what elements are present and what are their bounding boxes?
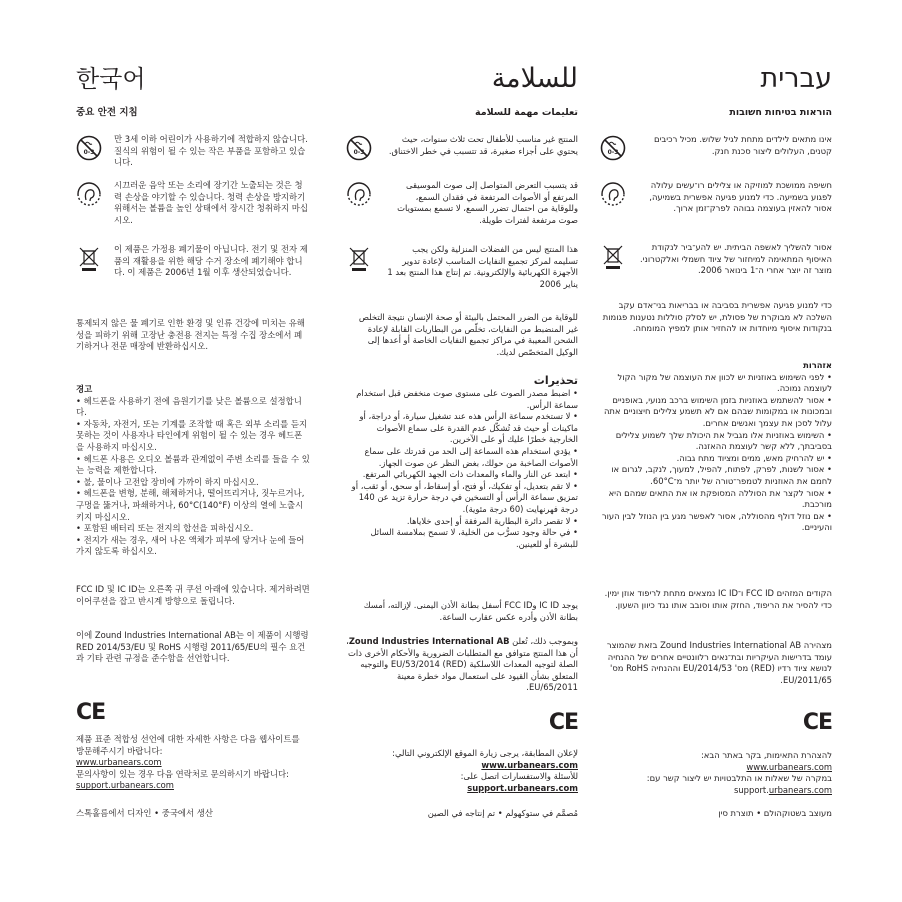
declaration-paragraph: وبموجب ذلك، تُعلن Zound Industries International AB، أن هذا المنتج متوافق مع المتطلبات الضرورية والأحكام الأخرى ذات الصلة لتوجيه المعدات اللاسلكية (RED) EU/53/2014 والتوجيه المتعلق بشأن القيود على استعمال مواد خطرة معينة EU/65/2011. [346, 636, 578, 693]
caution-item: • 헤드폰 사용은 오디오 볼륨과 관계없이 주변 소리를 들을 수 있는 능력을 제한합니다. [76, 453, 310, 476]
contact-section [600, 750, 832, 796]
caution-item: • 헤드폰을 변형, 분해, 해체하거나, 떨어뜨리거나, 짓누르거나, 구멍을 뚫거나, 파쇄하거나, 60°C(140°F) 이상의 열에 노출시키지 마십시오. [76, 488, 305, 522]
warning-text: 시끄러운 음악 또는 소리에 장기간 노출되는 것은 청력 손상을 야기할 수 있습니다. 청력 손상을 방지하기 위해서는 볼륨을 높인 상태에서 장시간 청취하지 마십시오. [114, 180, 308, 225]
caution-item: • 포함된 배터리 또는 전지의 합선을 피하십시오. [76, 523, 254, 534]
ce-mark-icon: CE [802, 710, 832, 735]
caution-item: • اضبط مصدر الصوت على مستوى صوت منخفض قبل استخدام سماعة الرأس. [356, 388, 578, 410]
origin-line: 스톡홀름에서 디자인 • 중국에서 생산 [76, 808, 213, 818]
ce-mark-icon: CE [548, 710, 578, 735]
caution-item: • 불, 물이나 고전압 장비에 가까이 하지 마십시오. [76, 476, 259, 487]
caution-item: • لا تستخدم سماعة الرأس هذه عند تشغيل سيارة، أو دراجة، أو ماكينات أو حيث قد تُشكّل عدم القدرة على سماع الأصوات الخارجية خطرًا عليك أو على الآخرين. [359, 411, 578, 445]
support-link[interactable]: support.urbanears.com [76, 780, 174, 791]
language-title: للسلامة [491, 63, 578, 94]
svg-text:0-3: 0-3 [607, 149, 619, 156]
ear-hearing-icon [600, 180, 626, 208]
origin-line: مُصمَّم في ستوكهولم • تم إنتاجه في الصين [427, 808, 578, 818]
caution-item: • يؤدي استخدام هذه السماعة إلى الحد من قدرتك على سماع الأصوات الصاخبة من حولك، بغض النظر عن صوت الجهاز. [364, 445, 578, 468]
caution-item: • אם נוזל דולף מהסוללה, אסור לאפשר מגע בין הנוזל לבין העור והעיניים. [601, 510, 832, 533]
caution-item: • 헤드폰을 사용하기 전에 음원기기를 낮은 볼륨으로 설정합니다. [76, 395, 302, 418]
disposal-paragraph: للوقاية من الضرر المحتمل بالبيئة أو صحة الإنسان نتيجة التخلص غير المنضبط من النفايات، تخلّص من البطاريات القابلة لإعادة الشحن المعيبة في مراكز تجميع النفايات الخاصة أو أعدها إلى الوكيل المتخصّص لديك. [358, 312, 578, 357]
declaration-paragraph: מצהירה Zound Industries International AB בזאת שהמוצר עומד בדרישות העיקריות ובת־נאים רלוונטיים אחרים של ההנחיה לנושא ציוד רדיו (RED) מס' EU/2014/53 וההנחיה RoHS מס' EU/2011/65. [606, 640, 832, 685]
ear-hearing-icon [346, 180, 372, 208]
caution-item: • 자동차, 자전거, 또는 기계를 조작할 때 혹은 외부 소리를 듣지 못하는 것이 사용자나 타인에게 위험이 될 수 있는 경우 헤드폰을 사용하지 마십시오. [76, 418, 308, 452]
warning-text: المنتج غير مناسب للأطفال تحت ثلاث سنوات، حيث يحتوي على أجزاء صغيرة، قد تتسبب في خطر الاختناق. [388, 134, 578, 156]
caution-item: • אסור להשתמש באוזניות בזמן השימוש ברכב מנועי, באופניים ובמכונות או במקומות שבהם אם לא תשמע צלילים חיצוניים אתה עלול לסכן את עצמך ואנשים אחרים. [603, 394, 832, 428]
caution-item: • لا تقم بتعديل، أو تفكيك، أو فتح، أو إسقاط، أو سحق، أو ثقب، أو تمزيق سماعة الرأس أو التسخين في درجة حرارة تزيد عن 140 درجة فهرنهايت (60 درجة مئوية). [351, 480, 578, 514]
safety-subtitle: تعليمات مهمة للسلامة [474, 107, 578, 118]
ce-mark-icon: CE [76, 700, 106, 725]
support-link[interactable]: urbanears.com [768, 784, 832, 795]
caution-section [600, 360, 832, 534]
safety-subtitle: הוראות בטיחות חשובות [729, 107, 832, 118]
hebrew-column [600, 0, 832, 902]
caution-section [76, 384, 310, 558]
warning-text: هذا المنتج ليس من الفضلات المنزلية ولكن يجب تسليمه لمركز تجميع النفايات المناسب لإعادة تدوير الأجهزة الكهربائية والإلكترونية. تم إنتاج هذا المنتج بعد 1 يناير 2006 [387, 244, 578, 289]
ear-hearing-icon [76, 180, 102, 208]
caution-item: • יש להרחיק מאש, ממים ומציוד מתח גבוה. [676, 452, 832, 463]
svg-text:0-3: 0-3 [353, 149, 365, 156]
caution-item: • لا تقصر دائرة البطارية المرفقة أو إحدى خلاياها. [406, 515, 578, 526]
caution-item: • השימוש באוזניות אלו מגביל את היכולת שלך לשמוע צלילים בסביבתך, ללא קשר לעוצמת ההאזנה. [615, 429, 832, 452]
age-0-3-icon [600, 134, 626, 162]
caution-heading: אזהרות [803, 360, 832, 370]
svg-text:0-3: 0-3 [83, 149, 95, 156]
disposal-paragraph: כדי למנוע פגיעה אפשרית בסביבה או בבריאות בני־אדם עקב השלכה לא מבוקרת של פסולת, יש לסלק סוללות נטענות פגומות בנקודות איסוף מיוחדות או להחזיר אותן למפיץ המומחה. [602, 300, 832, 334]
crossed-bin-icon [76, 244, 102, 272]
website-link[interactable]: www.urbanears.com [481, 759, 578, 770]
support-link[interactable]: support.urbanears.com [467, 782, 578, 793]
contact-section [346, 748, 578, 794]
fcc-paragraph: הקודים המזהים FCC ID ו־IC ID נמצאים מתחת לריפוד אוזן ימין. כדי להסיר את הריפוד, החזק אותו וסובב אותו נגד כיוון השעון. [604, 588, 832, 610]
language-title: 한국어 [76, 65, 146, 93]
disposal-paragraph: 통제되지 않은 물 폐기로 인한 환경 및 인류 건강에 미치는 유해성을 피하기 위해 고장난 충전용 전지는 특정 수집 장소에서 폐기하거나 전문 매장에 반환하십시오. [76, 318, 305, 352]
contact-text: במקרה של שאלות או התלבטויות יש ליצור קשר עם: support. [646, 773, 832, 795]
contact-section [76, 734, 310, 792]
warning-text: قد يتسبب التعرض المتواصل إلى صوت الموسيقى المرتفع أو الأصوات المرتفعة في فقدان السمع، وللوقاية من احتمال تضرر السمع، لا تسمع بمستويات صوت مرتفعة لفترات طويلة. [397, 180, 578, 225]
warning-text: אינו מתאים לילדים מתחת לגיל שלוש. מכיל רכיבים קטנים, העלולים ליצור סכנת חנק. [654, 134, 832, 156]
caution-heading: 경고 [76, 384, 93, 394]
language-title: עברית [760, 63, 832, 94]
age-0-3-icon [76, 134, 102, 162]
conformity-text: لإعلان المطابقة، يرجى زيارة الموقع الإلكتروني التالي: [392, 748, 578, 758]
contact-text: للأسئلة والاستفسارات اتصل على: [460, 771, 578, 782]
warning-text: 이 제품은 가정용 폐기물이 아닙니다. 전기 및 전자 제품의 재활용을 위한 해당 수거 장소에 폐기해야 합니다. 이 제품은 2006년 1월 이후 생산되었습니다. [114, 244, 308, 278]
caution-item: • ابتعد عن النار والماء والمعدات ذات الجهد الكهربائي المرتفع. [362, 469, 578, 480]
caution-item: • אסור לשנות, לפרק, לפתוח, להפיל, למעוך, לנקב, לגרום או לחמם את האוזניות לטמפר־טורה של יותר מ־60°C. [611, 464, 832, 486]
fcc-paragraph: يوجد IC ID وFCC ID أسفل بطانة الأذن اليمنى. لإزالته، أمسك بطانة الأذن وأدره عكس عقارب الساعة. [363, 600, 578, 622]
caution-item: • אסור לקצר את הסוללה המסופקת או את התאים שמהם היא מורכבת. [608, 487, 832, 510]
warning-text: 만 3세 이하 어린이가 사용하기에 적합하지 않습니다. 질식의 위험이 될 수 있는 작은 부품을 포함하고 있습니다. [114, 134, 308, 168]
fcc-paragraph: FCC ID 및 IC ID는 오른쪽 귀 쿠션 아래에 있습니다. 제거하려면 이어쿠션을 잡고 반시계 방향으로 돌립니다. [76, 584, 310, 606]
caution-item: • לפני השימוש באוזניות יש לכוון את העוצמה של מקור הקול לעוצמה נמוכה. [617, 371, 832, 394]
crossed-bin-icon [346, 244, 372, 272]
warning-text: אסור להשליך לאשפה הביתית. יש להע־ביר לנקודת האיסוף המתאימה למיחזור של ציוד חשמלי ואלקטרוני. מוצר זה יוצר אחרי ה־1 בינואר 2006. [639, 242, 832, 276]
origin-line: מעוצב בשטוקהולם • תוצרת סין [718, 808, 832, 818]
arabic-column [346, 0, 578, 902]
safety-subtitle: 중요 안전 지침 [76, 107, 138, 118]
korean-column [76, 0, 310, 902]
warning-text: חשיפה ממושכת למוזיקה או צלילים רו־עשים עלולה לפגוע בשמיעה. כדי למנוע פגיעה אפשרית בשמיעה, אסור להאזין בעוצמה גבוהה לפרק־זמן ארוך. [649, 180, 832, 214]
website-link[interactable]: www.urbanears.com [76, 757, 162, 768]
caution-heading: تحذيرات [533, 374, 578, 387]
caution-section [346, 374, 578, 550]
conformity-text: 제품 표준 적합성 선언에 대한 자세한 사항은 다음 웹사이트를 방문해주시기 바랍니다: [76, 734, 300, 756]
declaration-paragraph: 이에 Zound Industries International AB는 이 제품이 시행령 RED 2014/53/EU 및 RoHS 시행령 2011/65/EU의 필수 요건과 기타 관련 규정을 준수함을 선언합니다. [76, 630, 309, 664]
caution-item: • في حالة وجود تسرُّب من الخلية، لا تسمح بملامسة السائل للبشرة أو للعينين. [370, 527, 578, 549]
conformity-text: להצהרת התאימות, בקר באתר הבא: [700, 750, 832, 760]
age-0-3-icon [346, 134, 372, 162]
contact-text: 문의사항이 있는 경우 다음 연락처로 문의하시기 바랍니다: [76, 768, 289, 779]
website-link[interactable]: www.urbanears.com [746, 761, 832, 772]
crossed-bin-icon [600, 242, 626, 270]
caution-item: • 전지가 새는 경우, 새어 나온 액체가 피부에 닿거나 눈에 들어가지 않도록 하십시오. [76, 534, 305, 557]
